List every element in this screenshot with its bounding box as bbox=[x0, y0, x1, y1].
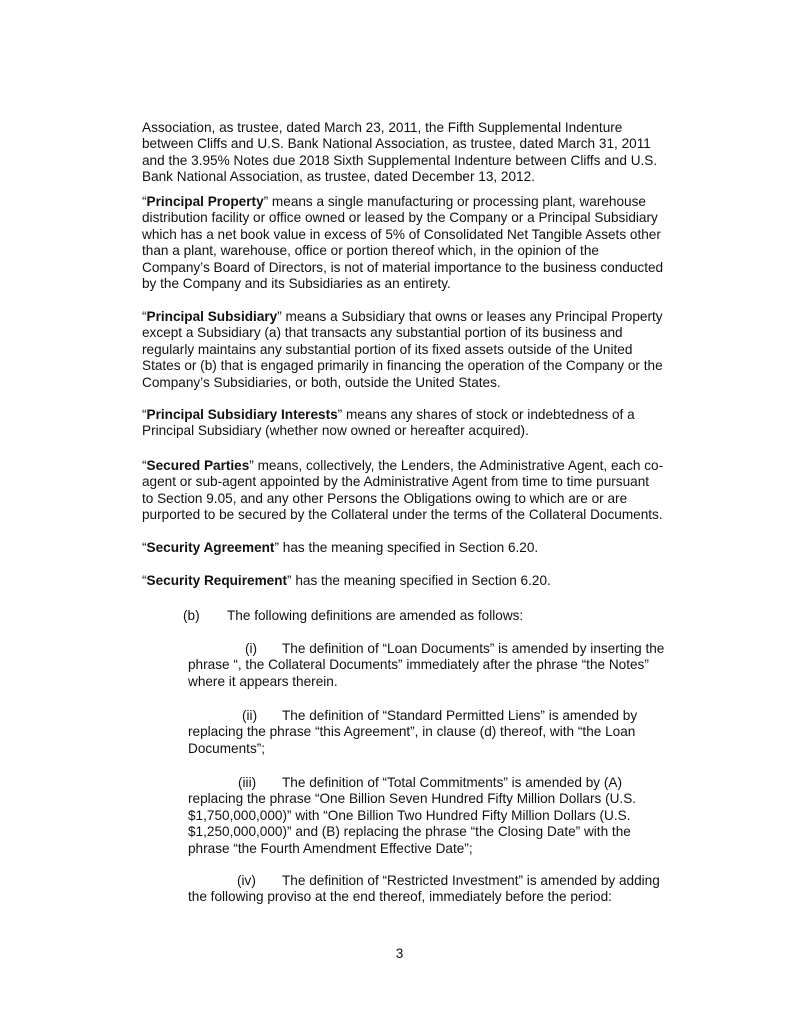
defined-term: Principal Subsidiary bbox=[146, 309, 278, 324]
amendment-ii: (ii) The definition of “Standard Permitted Liens” is amended by replacing the phrase “this Agreement”, in clause (d) thereof, with “the Loan Documents”; bbox=[188, 708, 638, 756]
amendment-number: (iii) bbox=[238, 775, 257, 790]
intro-paragraph bbox=[142, 120, 702, 186]
definition-principal-subsidiary: “Principal Subsidiary” means a Subsidiary that owns or leases any Principal Property except a Subsidiary (a) that transacts any substantial portion of its business and regularly maintains any substantial portion of its fixed assets outside of the United States or (b) that is engaged primarily in financing the operation of the Company or the Company’s Subsidiaries, or both, outside the United States. bbox=[142, 309, 663, 390]
definition-security-requirement: “Security Requirement” has the meaning specified in Section 6.20. bbox=[142, 573, 551, 588]
defined-term: Principal Subsidiary Interests bbox=[146, 407, 338, 422]
defined-term: Security Agreement bbox=[146, 540, 275, 555]
amendment-number: (i) bbox=[245, 641, 258, 656]
amendment-number: (ii) bbox=[242, 708, 258, 723]
intro-line: Bank National Association, as trustee, dated December 13, 2012. bbox=[142, 169, 535, 185]
section-b-label: (b) bbox=[183, 608, 200, 623]
intro-line: between Cliffs and U.S. Bank National Association, as trustee, dated March 31, 2011 bbox=[142, 136, 651, 152]
intro-line: and the 3.95% Notes due 2018 Sixth Supplemental Indenture between Cliffs and U.S. bbox=[142, 152, 658, 168]
section-b-text: The following definitions are amended as follows: bbox=[227, 608, 524, 623]
definition-security-agreement: “Security Agreement” has the meaning specified in Section 6.20. bbox=[142, 540, 539, 555]
amendment-iv: (iv) The definition of “Restricted Investment” is amended by adding the following proviso at the end thereof, immediately before the period: bbox=[188, 873, 660, 905]
definition-principal-subsidiary-interests: “Principal Subsidiary Interests” means any shares of stock or indebtedness of a Principal Subsidiary (whether now owned or hereafter acquired). bbox=[142, 407, 635, 439]
section-b bbox=[183, 608, 523, 624]
defined-term: Secured Parties bbox=[146, 458, 250, 473]
definition-principal-property: “Principal Property” means a single manufacturing or processing plant, warehouse distribution facility or office owned or leased by the Company or a Principal Subsidiary which has a net book value in excess of 5% of Consolidated Net Tangible Assets other than a plant, warehouse, office or portion thereof which, in the opinion of the Company’s Board of Directors, is not of material importance to the business conducted by the Company and its Subsidiaries as an entirety. bbox=[142, 194, 664, 292]
defined-term: Security Requirement bbox=[146, 573, 288, 588]
intro-line: Association, as trustee, dated March 23, 2011, the Fifth Supplemental Indenture bbox=[142, 120, 623, 135]
page-number: 3 bbox=[395, 946, 404, 961]
amendment-number: (iv) bbox=[237, 873, 256, 888]
amendment-iii: (iii) The definition of “Total Commitments” is amended by (A) replacing the phrase “One Billion Seven Hundred Fifty Million Dollars (U.S. $1,750,000,000)” with “One Billion Two Hundred Fifty Million Dollars (U.S. $1,250,000,000)” and (B) replacing the phrase “the Closing Date” with the phrase “the Fourth Amendment Effective Date”; bbox=[188, 775, 637, 856]
definition-secured-parties: “Secured Parties” means, collectively, the Lenders, the Administrative Agent, each co- agent or sub-agent appointed by the Administrative Agent from time to time pursuant to Section 9.05, and any other Persons the Obligations owing to which are or are purported to be secured by the Collateral under the terms of the Collateral Documents. bbox=[142, 458, 664, 523]
amendment-i: (i) The definition of “Loan Documents” is amended by inserting the phrase “, the Collateral Documents” immediately after the phrase “the Notes” where it appears therein. bbox=[188, 641, 665, 689]
defined-term: Principal Property bbox=[146, 194, 264, 209]
